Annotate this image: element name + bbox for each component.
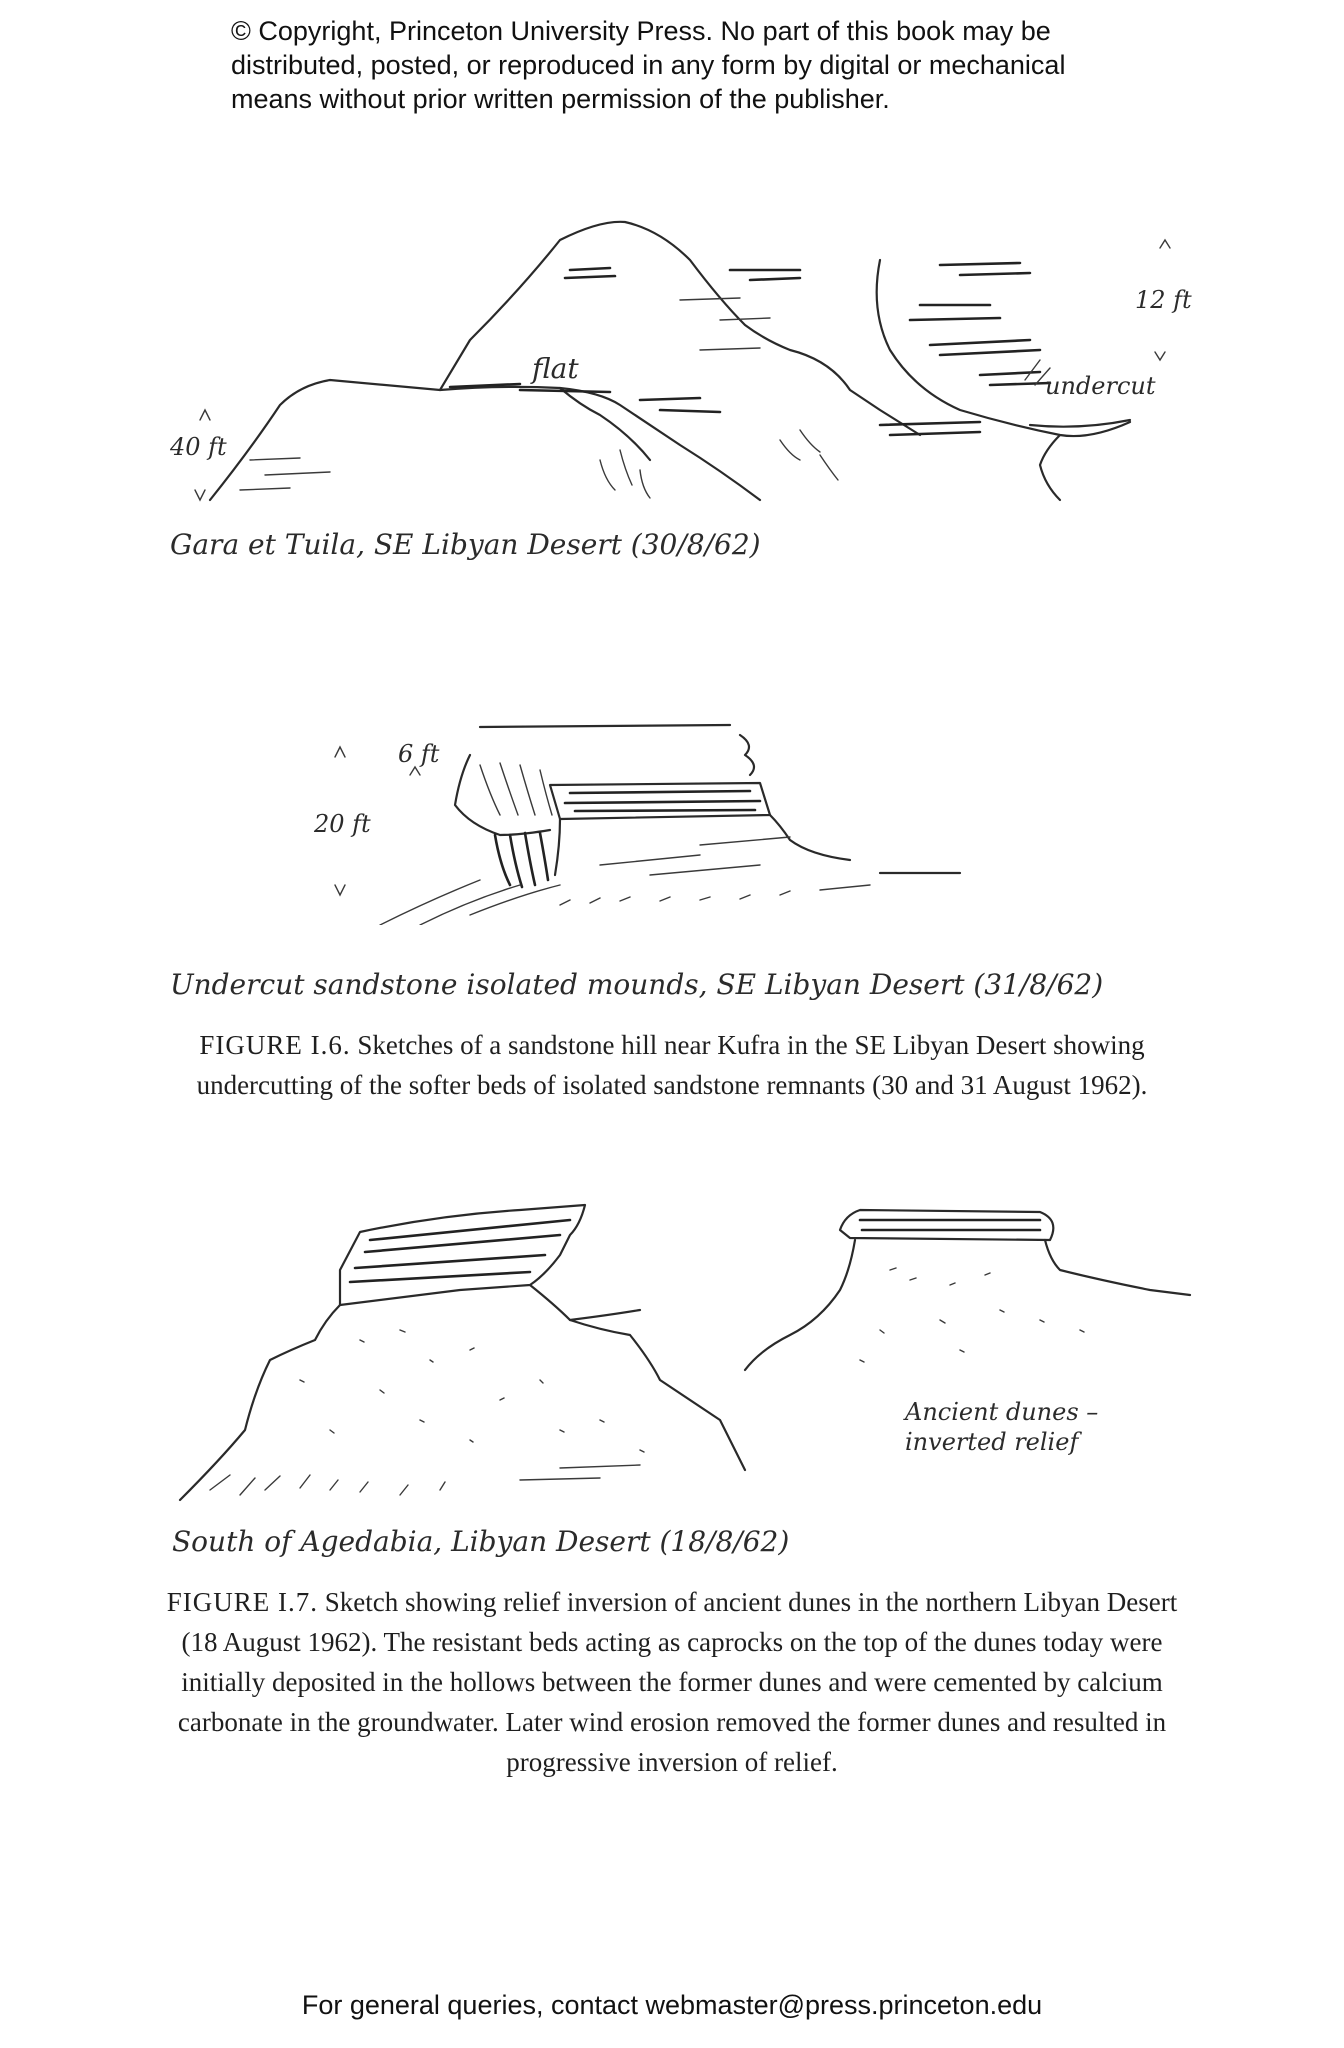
sketch-gara-et-tuila [0,200,1344,520]
footer-contact: For general queries, contact webmaster@press.princeton.edu [301,1990,1043,2020]
copyright-line: means without prior written permission of the publisher. [231,84,890,114]
copyright-line: © Copyright, Princeton University Press. No part of this book may be [231,16,1051,46]
caption-line: progressive inversion of relief. [506,1747,838,1777]
figure-1-7-caption [100,1582,1244,1782]
sketch-undercut-mounds-drawing [0,715,1344,925]
caption-line: (18 August 1962). The resistant beds acting as caprocks on the top of the dunes today were [181,1627,1163,1657]
caption-line: carbonate in the groundwater. Later wind erosion removed the former dunes and resulted in [177,1707,1167,1737]
label-flat: flat [532,352,579,385]
label-height-6ft: 6 ft [398,740,440,768]
label-ancient-dunes: Ancient dunes – [905,1398,1099,1426]
figure-1-6-caption [100,1025,1244,1105]
label-height-40ft: 40 ft [170,433,227,461]
caption-line: Sketch showing relief inversion of ancient dunes in the northern Libyan Desert [317,1587,1178,1617]
sketch-agedabia [0,1190,1344,1520]
figure-1-6-label: FIGURE I.6. [199,1030,351,1060]
label-undercut: undercut [1045,372,1156,400]
label-height-20ft: 20 ft [314,810,371,838]
copyright-line: distributed, posted, or reproduced in any form by digital or mechanical [231,50,1066,80]
sketch-gara-et-tuila-drawing [0,200,1344,520]
sketch-agedabia-drawing [0,1190,1344,1520]
label-inverted-relief: inverted relief [905,1428,1079,1456]
sketch-3-title: South of Agedabia, Libyan Desert (18/8/62) [172,1525,790,1558]
figure-1-7-label: FIGURE I.7. [166,1587,318,1617]
caption-line: undercutting of the softer beds of isolated sandstone remnants (30 and 31 August 1962). [196,1070,1148,1100]
sketch-1-title: Gara et Tuila, SE Libyan Desert (30/8/62) [170,528,761,561]
copyright-notice [231,14,1231,116]
label-height-12ft: 12 ft [1135,286,1192,314]
caption-line: initially deposited in the hollows between the former dunes and were cemented by calcium [181,1667,1163,1697]
sketch-undercut-mounds [0,715,1344,925]
sketch-2-title: Undercut sandstone isolated mounds, SE Libyan Desert (31/8/62) [170,968,1104,1001]
caption-line: Sketches of a sandstone hill near Kufra in the SE Libyan Desert showing [350,1030,1145,1060]
